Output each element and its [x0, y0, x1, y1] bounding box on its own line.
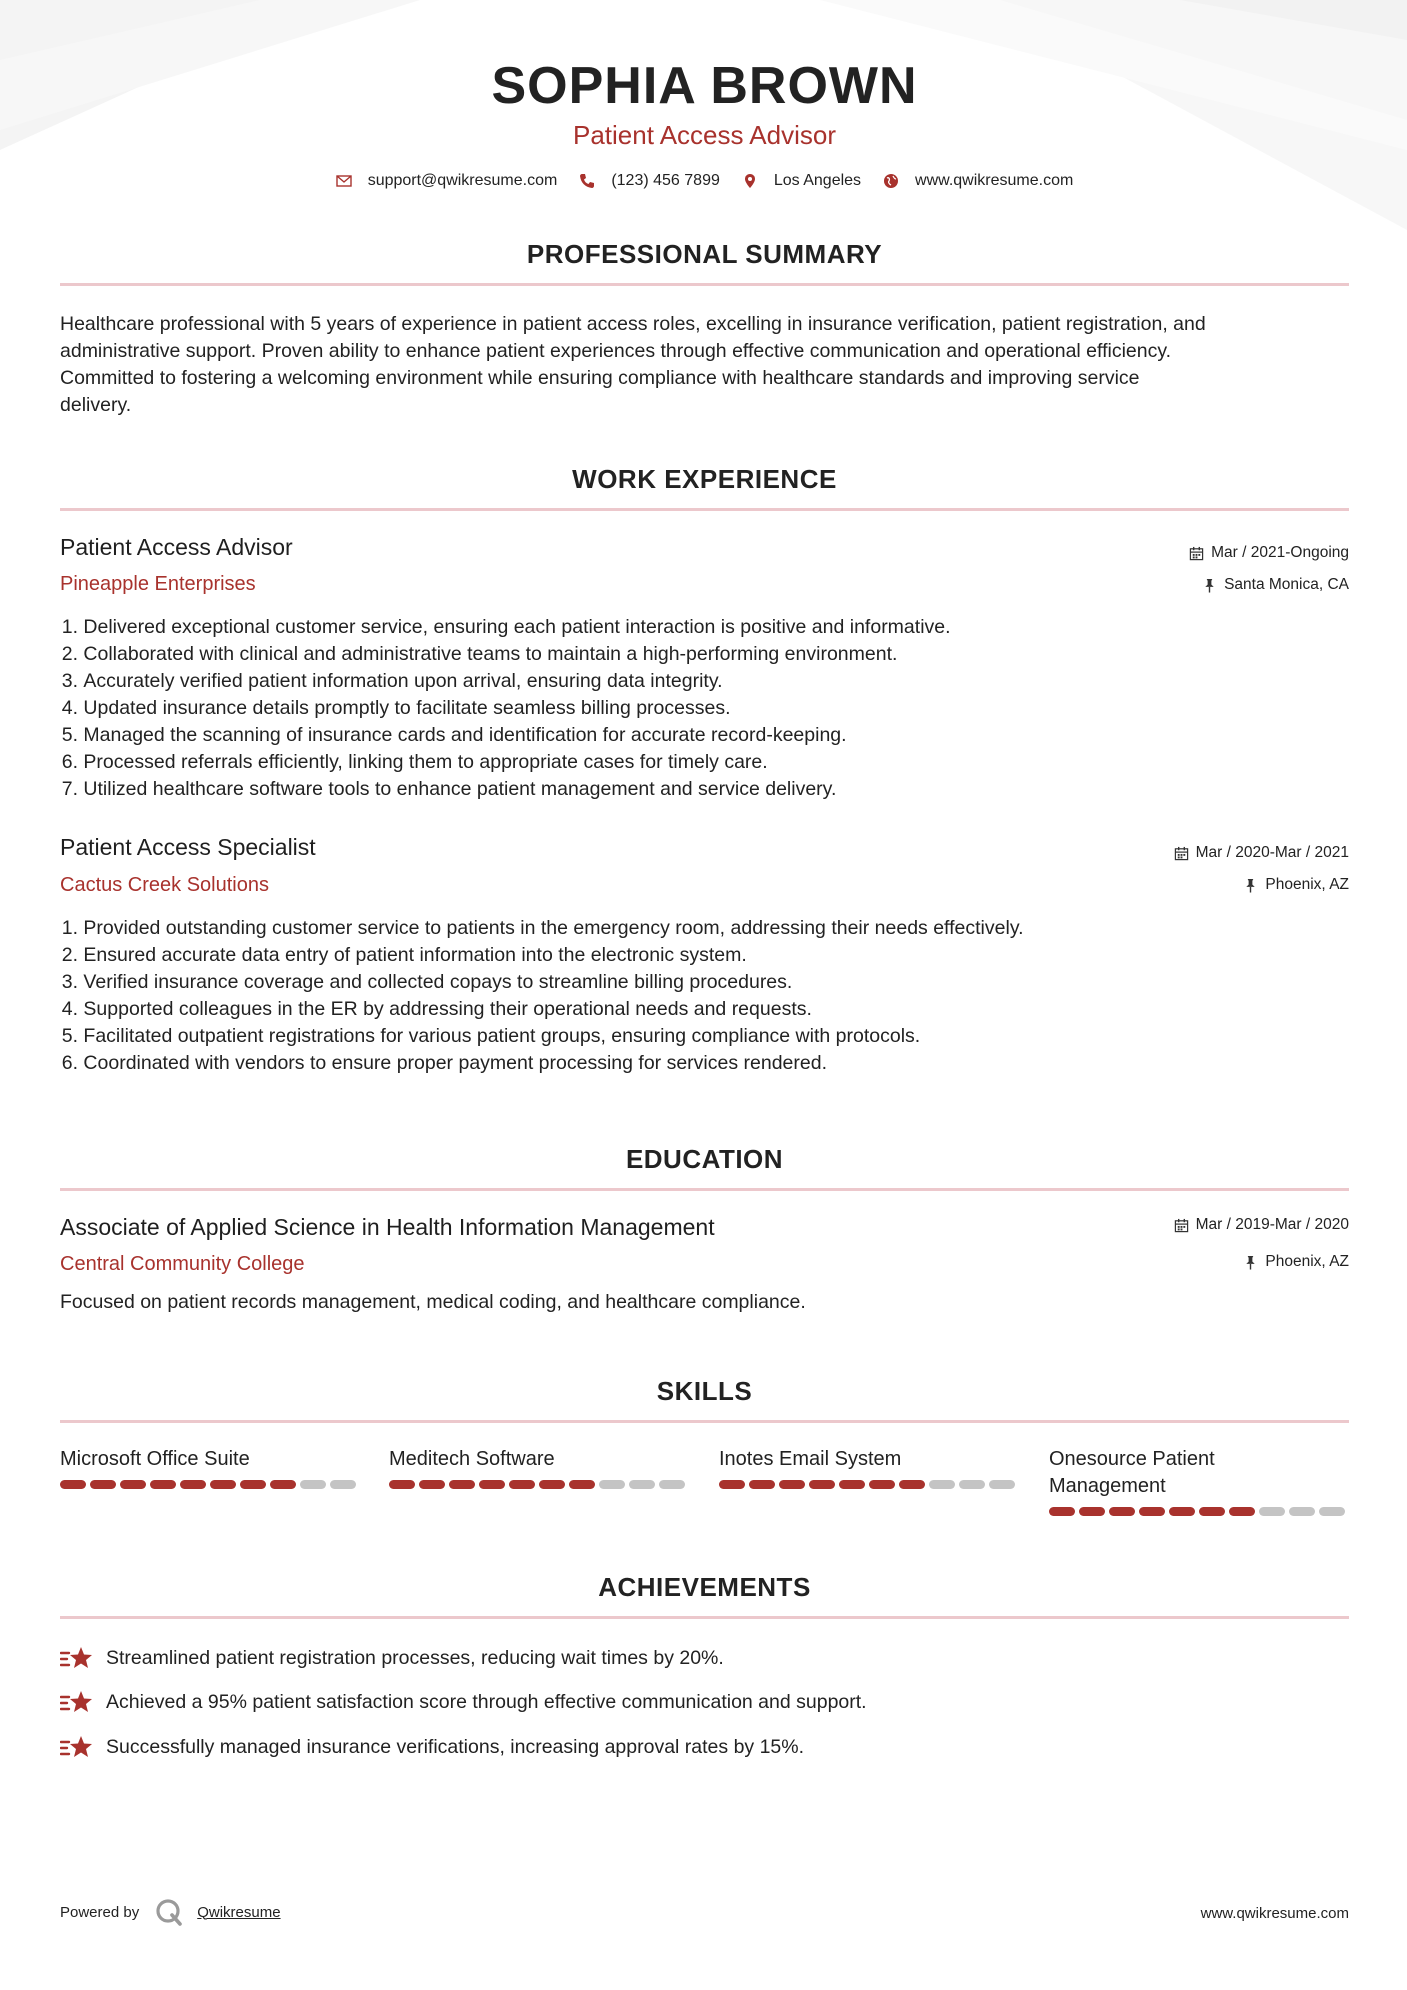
skill-segment-filled: [779, 1480, 805, 1489]
job-location-text: Phoenix, AZ: [1265, 876, 1349, 893]
skill-segment-empty: [1319, 1507, 1345, 1516]
pushpin-icon: [1243, 878, 1258, 893]
pushpin-icon: [1243, 1255, 1258, 1270]
skill-segment-filled: [899, 1480, 925, 1489]
skill-segment-filled: [1229, 1507, 1255, 1516]
calendar-icon: [1174, 846, 1189, 861]
skill-segment-filled: [1199, 1507, 1225, 1516]
summary-text: [60, 311, 1349, 419]
achievement-text: Achieved a 95% patient satisfaction score through effective communication and support.: [106, 1690, 867, 1713]
skill-segment-filled: [1079, 1507, 1105, 1516]
powered-by-label: Powered by: [60, 1903, 140, 1921]
skill-segment-filled: [210, 1480, 236, 1489]
list-item: 2. Collaborated with clinical and administrative teams to maintain a high-performing environment.: [61, 643, 898, 665]
education-location-text: Phoenix, AZ: [1265, 1253, 1349, 1270]
job-title: Patient Access Advisor: [60, 534, 293, 560]
skill-segment-filled: [839, 1480, 865, 1489]
footer-website[interactable]: www.qwikresume.com: [1200, 1905, 1349, 1922]
skill-segment-filled: [240, 1480, 266, 1489]
achievement-text: Streamlined patient registration processes, reducing wait times by 20%.: [106, 1646, 724, 1669]
job-company: Cactus Creek Solutions: [60, 874, 269, 896]
skill-segment-filled: [479, 1480, 505, 1489]
skill-segment-filled: [809, 1480, 835, 1489]
skill-segment-filled: [419, 1480, 445, 1489]
skill-item: [389, 1446, 689, 1489]
list-item: 6. Coordinated with vendors to ensure proper payment processing for services rendered.: [61, 1052, 827, 1074]
skill-level-bar: [1049, 1507, 1349, 1516]
summary-line: delivery.: [60, 394, 132, 416]
contact-website-text: www.qwikresume.com: [915, 172, 1074, 189]
phone-icon: [579, 173, 595, 189]
list-item: 3. Accurately verified patient information upon arrival, ensuring data integrity.: [61, 670, 723, 692]
education-heading: EDUCATION: [625, 1144, 784, 1174]
contact-email[interactable]: [336, 172, 558, 190]
skill-segment-filled: [90, 1480, 116, 1489]
skill-segment-filled: [60, 1480, 86, 1489]
list-item: 5. Managed the scanning of insurance cards and identification for accurate record-keeping.: [61, 724, 847, 746]
skill-segment-filled: [1109, 1507, 1135, 1516]
skill-name: Inotes Email System: [719, 1448, 902, 1470]
star-award-icon: [60, 1734, 94, 1760]
skill-item: [1049, 1446, 1349, 1516]
skill-name: Microsoft Office Suite: [60, 1448, 250, 1470]
experience-heading: WORK EXPERIENCE: [572, 464, 837, 494]
contact-website[interactable]: [883, 172, 1073, 190]
skill-segment-filled: [509, 1480, 535, 1489]
calendar-icon: [1174, 1218, 1189, 1233]
education-location: [1243, 1253, 1349, 1271]
skill-segment-filled: [539, 1480, 565, 1489]
list-item: 1. Delivered exceptional customer service, ensuring each patient interaction is positive and informative.: [61, 616, 951, 638]
summary-heading: PROFESSIONAL SUMMARY: [526, 239, 883, 269]
contact-email-text: support@qwikresume.com: [367, 172, 558, 189]
globe-icon: [883, 173, 899, 189]
list-item: 5. Facilitated outpatient registrations for various patient groups, ensuring compliance with protocols.: [61, 1025, 921, 1047]
qwikresume-brand-link[interactable]: Qwikresume: [197, 1903, 281, 1921]
list-item: 1. Provided outstanding customer service to patients in the emergency room, addressing their needs effectively.: [61, 917, 1024, 939]
pushpin-icon: [1202, 578, 1217, 593]
achievement-item: [60, 1645, 724, 1671]
achievements-heading: ACHIEVEMENTS: [598, 1572, 811, 1602]
skill-segment-filled: [1049, 1507, 1075, 1516]
achievements-divider: [60, 1616, 1349, 1619]
skill-segment-filled: [719, 1480, 745, 1489]
contact-location: [742, 172, 861, 190]
skill-segment-empty: [629, 1480, 655, 1489]
skills-divider: [60, 1420, 1349, 1423]
list-item: 4. Updated insurance details promptly to facilitate seamless billing processes.: [61, 697, 731, 719]
list-item: 3. Verified insurance coverage and collected copays to streamline billing procedures.: [61, 971, 793, 993]
skill-segment-filled: [569, 1480, 595, 1489]
achievement-item: [60, 1734, 804, 1760]
qwikresume-logo-icon: [155, 1898, 183, 1926]
skill-segment-filled: [449, 1480, 475, 1489]
list-item: 4. Supported colleagues in the ER by addressing their operational needs and requests.: [61, 998, 812, 1020]
star-award-icon: [60, 1689, 94, 1715]
skill-level-bar: [60, 1480, 360, 1489]
skill-segment-filled: [749, 1480, 775, 1489]
experience-divider: [60, 508, 1349, 511]
skill-level-bar: [389, 1480, 689, 1489]
skill-segment-empty: [599, 1480, 625, 1489]
skill-item: [719, 1446, 1019, 1489]
job-dates-text: Mar / 2021-Ongoing: [1211, 544, 1349, 561]
footer-powered-by: [60, 1898, 281, 1926]
education-dates-text: Mar / 2019-Mar / 2020: [1195, 1216, 1349, 1233]
skill-segment-filled: [120, 1480, 146, 1489]
calendar-icon: [1189, 546, 1204, 561]
list-item: 6. Processed referrals efficiently, linking them to appropriate cases for timely care.: [61, 751, 768, 773]
degree-title: Associate of Applied Science in Health Information Management: [60, 1214, 715, 1240]
contact-phone[interactable]: [579, 172, 720, 190]
skill-segment-filled: [270, 1480, 296, 1489]
candidate-role: Patient Access Advisor: [572, 120, 837, 150]
job-location: [1202, 576, 1349, 594]
skill-segment-filled: [1169, 1507, 1195, 1516]
job-title: Patient Access Specialist: [60, 834, 316, 860]
job-responsibilities: [60, 614, 1349, 803]
job-location: [1243, 876, 1349, 894]
skill-segment-empty: [330, 1480, 356, 1489]
skill-segment-empty: [659, 1480, 685, 1489]
skill-level-bar: [719, 1480, 1019, 1489]
job-dates: [1174, 844, 1349, 862]
skill-name: Onesource Patient Management: [1049, 1448, 1215, 1497]
skill-segment-filled: [1139, 1507, 1165, 1516]
education-description: Focused on patient records management, medical coding, and healthcare compliance.: [60, 1291, 806, 1313]
summary-line: Healthcare professional with 5 years of experience in patient access roles, excelling in insurance verification, patient registration, and: [60, 313, 1206, 335]
list-item: 2. Ensured accurate data entry of patient information into the electronic system.: [61, 944, 747, 966]
skill-segment-empty: [300, 1480, 326, 1489]
school-name: Central Community College: [60, 1253, 305, 1275]
job-responsibilities: [60, 915, 1349, 1077]
skill-segment-empty: [989, 1480, 1015, 1489]
education-divider: [60, 1188, 1349, 1191]
job-company: Pineapple Enterprises: [60, 573, 256, 595]
skills-heading: SKILLS: [656, 1376, 753, 1406]
map-marker-icon: [742, 173, 758, 189]
skill-item: [60, 1446, 360, 1489]
job-dates: [1189, 544, 1349, 562]
summary-line: Committed to fostering a welcoming environment while ensuring compliance with healthcare standards and improving service: [60, 367, 1140, 389]
contact-bar: [60, 172, 1349, 190]
skill-segment-filled: [389, 1480, 415, 1489]
resume-page: [60, 0, 1349, 1990]
skill-segment-empty: [1289, 1507, 1315, 1516]
star-award-icon: [60, 1645, 94, 1671]
job-dates-text: Mar / 2020-Mar / 2021: [1195, 844, 1349, 861]
skill-segment-empty: [959, 1480, 985, 1489]
contact-phone-text: (123) 456 7899: [611, 172, 720, 189]
skill-name: Meditech Software: [389, 1448, 555, 1470]
skill-segment-filled: [150, 1480, 176, 1489]
education-dates: [1174, 1216, 1349, 1234]
achievement-item: [60, 1689, 867, 1715]
skill-segment-empty: [929, 1480, 955, 1489]
list-item: 7. Utilized healthcare software tools to enhance patient management and service delivery.: [61, 778, 837, 800]
skill-segment-empty: [1259, 1507, 1285, 1516]
summary-divider: [60, 283, 1349, 286]
envelope-icon: [336, 173, 352, 189]
candidate-name: SOPHIA BROWN: [491, 57, 918, 115]
contact-location-text: Los Angeles: [773, 172, 862, 189]
summary-line: administrative support. Proven ability to enhance patient experiences through effective communication and operational efficiency.: [60, 340, 1172, 362]
skill-segment-filled: [180, 1480, 206, 1489]
achievement-text: Successfully managed insurance verifications, increasing approval rates by 15%.: [106, 1735, 805, 1758]
skill-segment-filled: [869, 1480, 895, 1489]
job-location-text: Santa Monica, CA: [1224, 576, 1349, 593]
